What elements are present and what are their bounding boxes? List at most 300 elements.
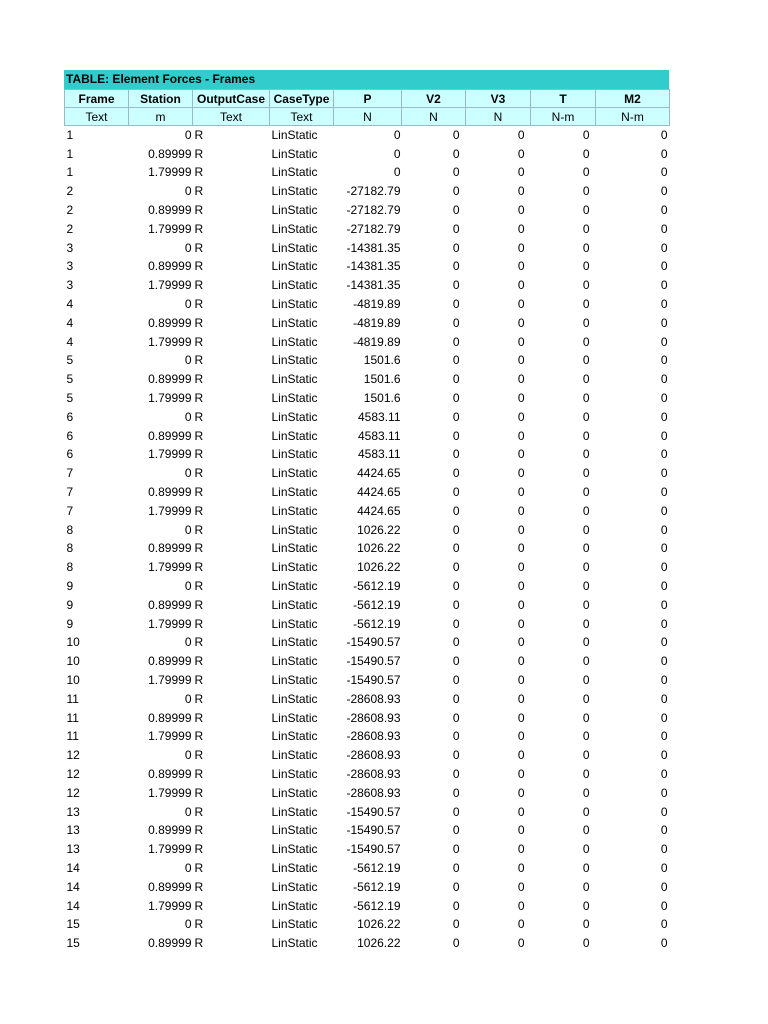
- v2-cell[interactable]: 0: [452, 748, 460, 763]
- casetype-cell[interactable]: LinStatic: [271, 710, 318, 725]
- v2-cell[interactable]: 0: [452, 579, 460, 594]
- p-cell[interactable]: -28608.93: [346, 748, 401, 763]
- outputcase-cell[interactable]: R: [194, 184, 204, 199]
- v3-cell[interactable]: 0: [517, 936, 525, 951]
- p-cell[interactable]: 4583.11: [358, 409, 401, 424]
- casetype-cell[interactable]: LinStatic: [271, 936, 318, 951]
- v3-cell[interactable]: 0: [517, 522, 525, 537]
- v2-cell[interactable]: 0: [452, 766, 460, 781]
- v3-cell[interactable]: 0: [517, 616, 525, 631]
- t-cell[interactable]: 0: [582, 165, 590, 180]
- v2-cell[interactable]: 0: [452, 635, 460, 650]
- station-cell[interactable]: 0: [184, 466, 192, 481]
- v3-cell[interactable]: 0: [517, 842, 525, 857]
- outputcase-cell[interactable]: R: [194, 447, 204, 462]
- casetype-cell[interactable]: LinStatic: [271, 353, 318, 368]
- p-cell[interactable]: -27182.79: [346, 184, 401, 199]
- t-cell[interactable]: 0: [582, 729, 590, 744]
- v3-cell[interactable]: 0: [517, 334, 525, 349]
- station-cell[interactable]: 0: [184, 409, 192, 424]
- t-cell[interactable]: 0: [582, 785, 590, 800]
- casetype-cell[interactable]: LinStatic: [271, 259, 318, 274]
- unit-v3[interactable]: N: [466, 108, 531, 126]
- casetype-cell[interactable]: LinStatic: [271, 146, 318, 161]
- m2-cell[interactable]: 0: [660, 485, 668, 500]
- v2-cell[interactable]: 0: [452, 221, 460, 236]
- t-cell[interactable]: 0: [582, 635, 590, 650]
- casetype-cell[interactable]: LinStatic: [271, 409, 318, 424]
- t-cell[interactable]: 0: [582, 541, 590, 556]
- t-cell[interactable]: 0: [582, 278, 590, 293]
- v2-cell[interactable]: 0: [452, 240, 460, 255]
- t-cell[interactable]: 0: [582, 391, 590, 406]
- v3-cell[interactable]: 0: [517, 466, 525, 481]
- m2-cell[interactable]: 0: [660, 240, 668, 255]
- station-cell[interactable]: 0: [184, 917, 192, 932]
- v3-cell[interactable]: 0: [517, 748, 525, 763]
- outputcase-cell[interactable]: R: [194, 673, 204, 687]
- station-cell[interactable]: 1.79999: [148, 560, 192, 575]
- p-cell[interactable]: 1026.22: [357, 522, 401, 537]
- v3-cell[interactable]: 0: [517, 766, 525, 781]
- p-cell[interactable]: -4819.89: [353, 297, 401, 312]
- v2-cell[interactable]: 0: [452, 297, 460, 312]
- col-header-p[interactable]: P: [334, 90, 402, 108]
- v2-cell[interactable]: 0: [452, 447, 460, 462]
- frame-cell[interactable]: 9: [66, 579, 74, 594]
- v3-cell[interactable]: 0: [517, 165, 525, 180]
- frame-cell[interactable]: 12: [66, 785, 80, 800]
- v2-cell[interactable]: 0: [452, 522, 460, 537]
- v2-cell[interactable]: 0: [452, 785, 460, 800]
- col-header-v3[interactable]: V3: [466, 90, 531, 108]
- casetype-cell[interactable]: LinStatic: [271, 221, 318, 236]
- v2-cell[interactable]: 0: [452, 203, 460, 218]
- t-cell[interactable]: 0: [582, 503, 590, 518]
- unit-station[interactable]: m: [129, 108, 193, 126]
- p-cell[interactable]: -28608.93: [346, 785, 401, 800]
- frame-cell[interactable]: 1: [66, 128, 74, 143]
- m2-cell[interactable]: 0: [660, 635, 668, 650]
- frame-cell[interactable]: 8: [66, 522, 74, 537]
- t-cell[interactable]: 0: [582, 597, 590, 612]
- frame-cell[interactable]: 15: [66, 936, 80, 951]
- v2-cell[interactable]: 0: [452, 428, 460, 443]
- t-cell[interactable]: 0: [582, 485, 590, 500]
- outputcase-cell[interactable]: R: [194, 391, 204, 406]
- casetype-cell[interactable]: LinStatic: [271, 766, 318, 781]
- outputcase-cell[interactable]: R: [194, 353, 204, 368]
- t-cell[interactable]: 0: [582, 353, 590, 368]
- m2-cell[interactable]: 0: [660, 917, 668, 932]
- casetype-cell[interactable]: LinStatic: [271, 842, 318, 857]
- v3-cell[interactable]: 0: [517, 860, 525, 875]
- v2-cell[interactable]: 0: [452, 503, 460, 518]
- v3-cell[interactable]: 0: [517, 823, 525, 838]
- unit-casetype[interactable]: Text: [270, 108, 334, 126]
- frame-cell[interactable]: 7: [66, 485, 74, 500]
- casetype-cell[interactable]: LinStatic: [271, 334, 318, 349]
- station-cell[interactable]: 0.89999: [148, 372, 192, 387]
- p-cell[interactable]: -5612.19: [353, 898, 401, 913]
- p-cell[interactable]: 0: [393, 146, 401, 161]
- m2-cell[interactable]: 0: [660, 409, 668, 424]
- frame-cell[interactable]: 1: [66, 165, 74, 180]
- outputcase-cell[interactable]: R: [194, 597, 204, 612]
- col-header-frame[interactable]: Frame: [65, 90, 129, 108]
- frame-cell[interactable]: 5: [66, 353, 74, 368]
- v2-cell[interactable]: 0: [452, 936, 460, 951]
- t-cell[interactable]: 0: [582, 259, 590, 274]
- v3-cell[interactable]: 0: [517, 729, 525, 744]
- col-header-station[interactable]: Station: [129, 90, 193, 108]
- t-cell[interactable]: 0: [582, 917, 590, 932]
- m2-cell[interactable]: 0: [660, 184, 668, 199]
- station-cell[interactable]: 0.89999: [148, 315, 192, 330]
- m2-cell[interactable]: 0: [660, 579, 668, 594]
- v3-cell[interactable]: 0: [517, 503, 525, 518]
- casetype-cell[interactable]: LinStatic: [271, 635, 318, 650]
- v2-cell[interactable]: 0: [452, 691, 460, 706]
- frame-cell[interactable]: 14: [66, 898, 80, 913]
- frame-cell[interactable]: 1: [66, 146, 74, 161]
- p-cell[interactable]: -14381.35: [346, 240, 401, 255]
- v3-cell[interactable]: 0: [517, 409, 525, 424]
- m2-cell[interactable]: 0: [660, 654, 668, 669]
- v2-cell[interactable]: 0: [452, 842, 460, 857]
- p-cell[interactable]: -27182.79: [346, 221, 401, 236]
- m2-cell[interactable]: 0: [660, 860, 668, 875]
- t-cell[interactable]: 0: [582, 315, 590, 330]
- p-cell[interactable]: 1026.22: [357, 560, 401, 575]
- casetype-cell[interactable]: LinStatic: [271, 391, 318, 406]
- station-cell[interactable]: 1.79999: [148, 729, 192, 744]
- station-cell[interactable]: 0: [184, 240, 192, 255]
- p-cell[interactable]: -28608.93: [346, 710, 401, 725]
- p-cell[interactable]: 4583.11: [358, 428, 401, 443]
- outputcase-cell[interactable]: R: [194, 729, 204, 744]
- m2-cell[interactable]: 0: [660, 823, 668, 838]
- station-cell[interactable]: 0.89999: [148, 936, 192, 951]
- frame-cell[interactable]: 12: [66, 748, 80, 763]
- casetype-cell[interactable]: LinStatic: [271, 203, 318, 218]
- station-cell[interactable]: 0: [184, 522, 192, 537]
- m2-cell[interactable]: 0: [660, 898, 668, 913]
- t-cell[interactable]: 0: [582, 842, 590, 857]
- casetype-cell[interactable]: LinStatic: [271, 879, 318, 894]
- casetype-cell[interactable]: LinStatic: [271, 691, 318, 706]
- v3-cell[interactable]: 0: [517, 128, 525, 143]
- m2-cell[interactable]: 0: [660, 447, 668, 462]
- m2-cell[interactable]: 0: [660, 748, 668, 763]
- outputcase-cell[interactable]: R: [194, 748, 204, 763]
- v2-cell[interactable]: 0: [452, 128, 460, 143]
- p-cell[interactable]: -15490.57: [346, 842, 401, 857]
- t-cell[interactable]: 0: [582, 334, 590, 349]
- t-cell[interactable]: 0: [582, 710, 590, 725]
- v3-cell[interactable]: 0: [517, 560, 525, 575]
- p-cell[interactable]: 1501.6: [363, 353, 401, 368]
- casetype-cell[interactable]: LinStatic: [271, 466, 318, 481]
- v3-cell[interactable]: 0: [517, 654, 525, 669]
- p-cell[interactable]: -14381.35: [346, 259, 401, 274]
- col-header-t[interactable]: T: [531, 90, 596, 108]
- casetype-cell[interactable]: LinStatic: [271, 785, 318, 800]
- unit-outputcase[interactable]: Text: [193, 108, 270, 126]
- m2-cell[interactable]: 0: [660, 221, 668, 236]
- station-cell[interactable]: 1.79999: [148, 785, 192, 800]
- p-cell[interactable]: -15490.57: [346, 673, 401, 687]
- v2-cell[interactable]: 0: [452, 315, 460, 330]
- v3-cell[interactable]: 0: [517, 673, 525, 687]
- v2-cell[interactable]: 0: [452, 710, 460, 725]
- p-cell[interactable]: -15490.57: [346, 654, 401, 669]
- station-cell[interactable]: 1.79999: [148, 391, 192, 406]
- station-cell[interactable]: 1.79999: [148, 842, 192, 857]
- frame-cell[interactable]: 11: [66, 729, 79, 744]
- outputcase-cell[interactable]: R: [194, 165, 204, 180]
- outputcase-cell[interactable]: R: [194, 240, 204, 255]
- v3-cell[interactable]: 0: [517, 597, 525, 612]
- station-cell[interactable]: 0: [184, 635, 192, 650]
- m2-cell[interactable]: 0: [660, 691, 668, 706]
- outputcase-cell[interactable]: R: [194, 766, 204, 781]
- v2-cell[interactable]: 0: [452, 616, 460, 631]
- v2-cell[interactable]: 0: [452, 278, 460, 293]
- station-cell[interactable]: 1.79999: [148, 447, 192, 462]
- p-cell[interactable]: -5612.19: [353, 860, 401, 875]
- casetype-cell[interactable]: LinStatic: [271, 315, 318, 330]
- station-cell[interactable]: 0.89999: [148, 203, 192, 218]
- col-header-v2[interactable]: V2: [402, 90, 466, 108]
- t-cell[interactable]: 0: [582, 372, 590, 387]
- frame-cell[interactable]: 7: [66, 503, 74, 518]
- t-cell[interactable]: 0: [582, 823, 590, 838]
- station-cell[interactable]: 1.79999: [148, 278, 192, 293]
- p-cell[interactable]: -5612.19: [353, 616, 401, 631]
- frame-cell[interactable]: 9: [66, 616, 74, 631]
- frame-cell[interactable]: 4: [66, 297, 74, 312]
- frame-cell[interactable]: 5: [66, 391, 74, 406]
- outputcase-cell[interactable]: R: [194, 259, 204, 274]
- outputcase-cell[interactable]: R: [194, 297, 204, 312]
- frame-cell[interactable]: 5: [66, 372, 74, 387]
- v3-cell[interactable]: 0: [517, 635, 525, 650]
- station-cell[interactable]: 0.89999: [148, 823, 192, 838]
- p-cell[interactable]: 0: [393, 165, 401, 180]
- frame-cell[interactable]: 15: [66, 917, 80, 932]
- v3-cell[interactable]: 0: [517, 579, 525, 594]
- casetype-cell[interactable]: LinStatic: [271, 579, 318, 594]
- station-cell[interactable]: 0: [184, 353, 192, 368]
- m2-cell[interactable]: 0: [660, 165, 668, 180]
- outputcase-cell[interactable]: R: [194, 334, 204, 349]
- outputcase-cell[interactable]: R: [194, 485, 204, 500]
- t-cell[interactable]: 0: [582, 748, 590, 763]
- casetype-cell[interactable]: LinStatic: [271, 898, 318, 913]
- v2-cell[interactable]: 0: [452, 673, 460, 687]
- v2-cell[interactable]: 0: [452, 485, 460, 500]
- station-cell[interactable]: 0: [184, 184, 192, 199]
- frame-cell[interactable]: 11: [66, 691, 79, 706]
- m2-cell[interactable]: 0: [660, 466, 668, 481]
- v3-cell[interactable]: 0: [517, 278, 525, 293]
- p-cell[interactable]: 1501.6: [363, 391, 401, 406]
- outputcase-cell[interactable]: R: [194, 710, 204, 725]
- p-cell[interactable]: -15490.57: [346, 635, 401, 650]
- p-cell[interactable]: -15490.57: [346, 804, 401, 819]
- t-cell[interactable]: 0: [582, 522, 590, 537]
- v3-cell[interactable]: 0: [517, 221, 525, 236]
- unit-m2[interactable]: N-m: [596, 108, 670, 126]
- m2-cell[interactable]: 0: [660, 766, 668, 781]
- outputcase-cell[interactable]: R: [194, 635, 204, 650]
- outputcase-cell[interactable]: R: [194, 315, 204, 330]
- v3-cell[interactable]: 0: [517, 203, 525, 218]
- station-cell[interactable]: 0.89999: [148, 597, 192, 612]
- station-cell[interactable]: 0: [184, 860, 192, 875]
- col-header-outputcase[interactable]: OutputCase: [193, 90, 270, 108]
- casetype-cell[interactable]: LinStatic: [271, 597, 318, 612]
- m2-cell[interactable]: 0: [660, 597, 668, 612]
- casetype-cell[interactable]: LinStatic: [271, 297, 318, 312]
- v2-cell[interactable]: 0: [452, 917, 460, 932]
- casetype-cell[interactable]: LinStatic: [271, 673, 318, 687]
- v2-cell[interactable]: 0: [452, 898, 460, 913]
- frame-cell[interactable]: 2: [66, 203, 74, 218]
- t-cell[interactable]: 0: [582, 466, 590, 481]
- t-cell[interactable]: 0: [582, 221, 590, 236]
- v3-cell[interactable]: 0: [517, 184, 525, 199]
- outputcase-cell[interactable]: R: [194, 616, 204, 631]
- frame-cell[interactable]: 2: [66, 184, 74, 199]
- frame-cell[interactable]: 3: [66, 278, 74, 293]
- frame-cell[interactable]: 2: [66, 221, 74, 236]
- frame-cell[interactable]: 4: [66, 334, 74, 349]
- v3-cell[interactable]: 0: [517, 485, 525, 500]
- v3-cell[interactable]: 0: [517, 447, 525, 462]
- frame-cell[interactable]: 10: [66, 635, 80, 650]
- casetype-cell[interactable]: LinStatic: [271, 485, 318, 500]
- outputcase-cell[interactable]: R: [194, 879, 204, 894]
- v2-cell[interactable]: 0: [452, 860, 460, 875]
- m2-cell[interactable]: 0: [660, 128, 668, 143]
- m2-cell[interactable]: 0: [660, 353, 668, 368]
- p-cell[interactable]: -4819.89: [353, 315, 401, 330]
- outputcase-cell[interactable]: R: [194, 860, 204, 875]
- v3-cell[interactable]: 0: [517, 259, 525, 274]
- t-cell[interactable]: 0: [582, 804, 590, 819]
- station-cell[interactable]: 0: [184, 297, 192, 312]
- t-cell[interactable]: 0: [582, 879, 590, 894]
- p-cell[interactable]: 1026.22: [357, 917, 401, 932]
- frame-cell[interactable]: 10: [66, 673, 80, 687]
- t-cell[interactable]: 0: [582, 560, 590, 575]
- unit-t[interactable]: N-m: [531, 108, 596, 126]
- casetype-cell[interactable]: LinStatic: [271, 240, 318, 255]
- frame-cell[interactable]: 10: [66, 654, 80, 669]
- v2-cell[interactable]: 0: [452, 729, 460, 744]
- casetype-cell[interactable]: LinStatic: [271, 748, 318, 763]
- p-cell[interactable]: 4424.65: [357, 485, 401, 500]
- t-cell[interactable]: 0: [582, 898, 590, 913]
- p-cell[interactable]: -5612.19: [353, 597, 401, 612]
- m2-cell[interactable]: 0: [660, 146, 668, 161]
- casetype-cell[interactable]: LinStatic: [271, 860, 318, 875]
- m2-cell[interactable]: 0: [660, 785, 668, 800]
- p-cell[interactable]: 4424.65: [357, 466, 401, 481]
- v3-cell[interactable]: 0: [517, 785, 525, 800]
- casetype-cell[interactable]: LinStatic: [271, 503, 318, 518]
- m2-cell[interactable]: 0: [660, 522, 668, 537]
- casetype-cell[interactable]: LinStatic: [271, 522, 318, 537]
- frame-cell[interactable]: 6: [66, 409, 74, 424]
- t-cell[interactable]: 0: [582, 860, 590, 875]
- t-cell[interactable]: 0: [582, 616, 590, 631]
- p-cell[interactable]: 1501.6: [363, 372, 401, 387]
- m2-cell[interactable]: 0: [660, 729, 668, 744]
- station-cell[interactable]: 1.79999: [148, 221, 192, 236]
- outputcase-cell[interactable]: R: [194, 898, 204, 913]
- casetype-cell[interactable]: LinStatic: [271, 165, 318, 180]
- m2-cell[interactable]: 0: [660, 936, 668, 951]
- v3-cell[interactable]: 0: [517, 691, 525, 706]
- frame-cell[interactable]: 14: [66, 879, 80, 894]
- casetype-cell[interactable]: LinStatic: [271, 560, 318, 575]
- t-cell[interactable]: 0: [582, 447, 590, 462]
- v3-cell[interactable]: 0: [517, 710, 525, 725]
- m2-cell[interactable]: 0: [660, 315, 668, 330]
- m2-cell[interactable]: 0: [660, 842, 668, 857]
- outputcase-cell[interactable]: R: [194, 128, 204, 143]
- m2-cell[interactable]: 0: [660, 297, 668, 312]
- p-cell[interactable]: 4583.11: [358, 447, 401, 462]
- casetype-cell[interactable]: LinStatic: [271, 541, 318, 556]
- v3-cell[interactable]: 0: [517, 146, 525, 161]
- p-cell[interactable]: -28608.93: [346, 691, 401, 706]
- frame-cell[interactable]: 8: [66, 541, 74, 556]
- v3-cell[interactable]: 0: [517, 428, 525, 443]
- frame-cell[interactable]: 8: [66, 560, 74, 575]
- p-cell[interactable]: 1026.22: [357, 541, 401, 556]
- station-cell[interactable]: 0: [184, 691, 192, 706]
- frame-cell[interactable]: 6: [66, 428, 74, 443]
- outputcase-cell[interactable]: R: [194, 203, 204, 218]
- frame-cell[interactable]: 12: [66, 766, 80, 781]
- station-cell[interactable]: 0.89999: [148, 766, 192, 781]
- m2-cell[interactable]: 0: [660, 372, 668, 387]
- outputcase-cell[interactable]: R: [194, 372, 204, 387]
- station-cell[interactable]: 0: [184, 804, 192, 819]
- station-cell[interactable]: 1.79999: [148, 503, 192, 518]
- station-cell[interactable]: 0.89999: [148, 485, 192, 500]
- casetype-cell[interactable]: LinStatic: [271, 447, 318, 462]
- v3-cell[interactable]: 0: [517, 297, 525, 312]
- p-cell[interactable]: -28608.93: [346, 766, 401, 781]
- frame-cell[interactable]: 13: [66, 804, 80, 819]
- frame-cell[interactable]: 4: [66, 315, 74, 330]
- v3-cell[interactable]: 0: [517, 804, 525, 819]
- frame-cell[interactable]: 6: [66, 447, 74, 462]
- t-cell[interactable]: 0: [582, 203, 590, 218]
- station-cell[interactable]: 0.89999: [148, 710, 192, 725]
- outputcase-cell[interactable]: R: [194, 579, 204, 594]
- col-header-m2[interactable]: M2: [596, 90, 670, 108]
- station-cell[interactable]: 1.79999: [148, 898, 192, 913]
- v2-cell[interactable]: 0: [452, 409, 460, 424]
- col-header-casetype[interactable]: CaseType: [270, 90, 334, 108]
- casetype-cell[interactable]: LinStatic: [271, 917, 318, 932]
